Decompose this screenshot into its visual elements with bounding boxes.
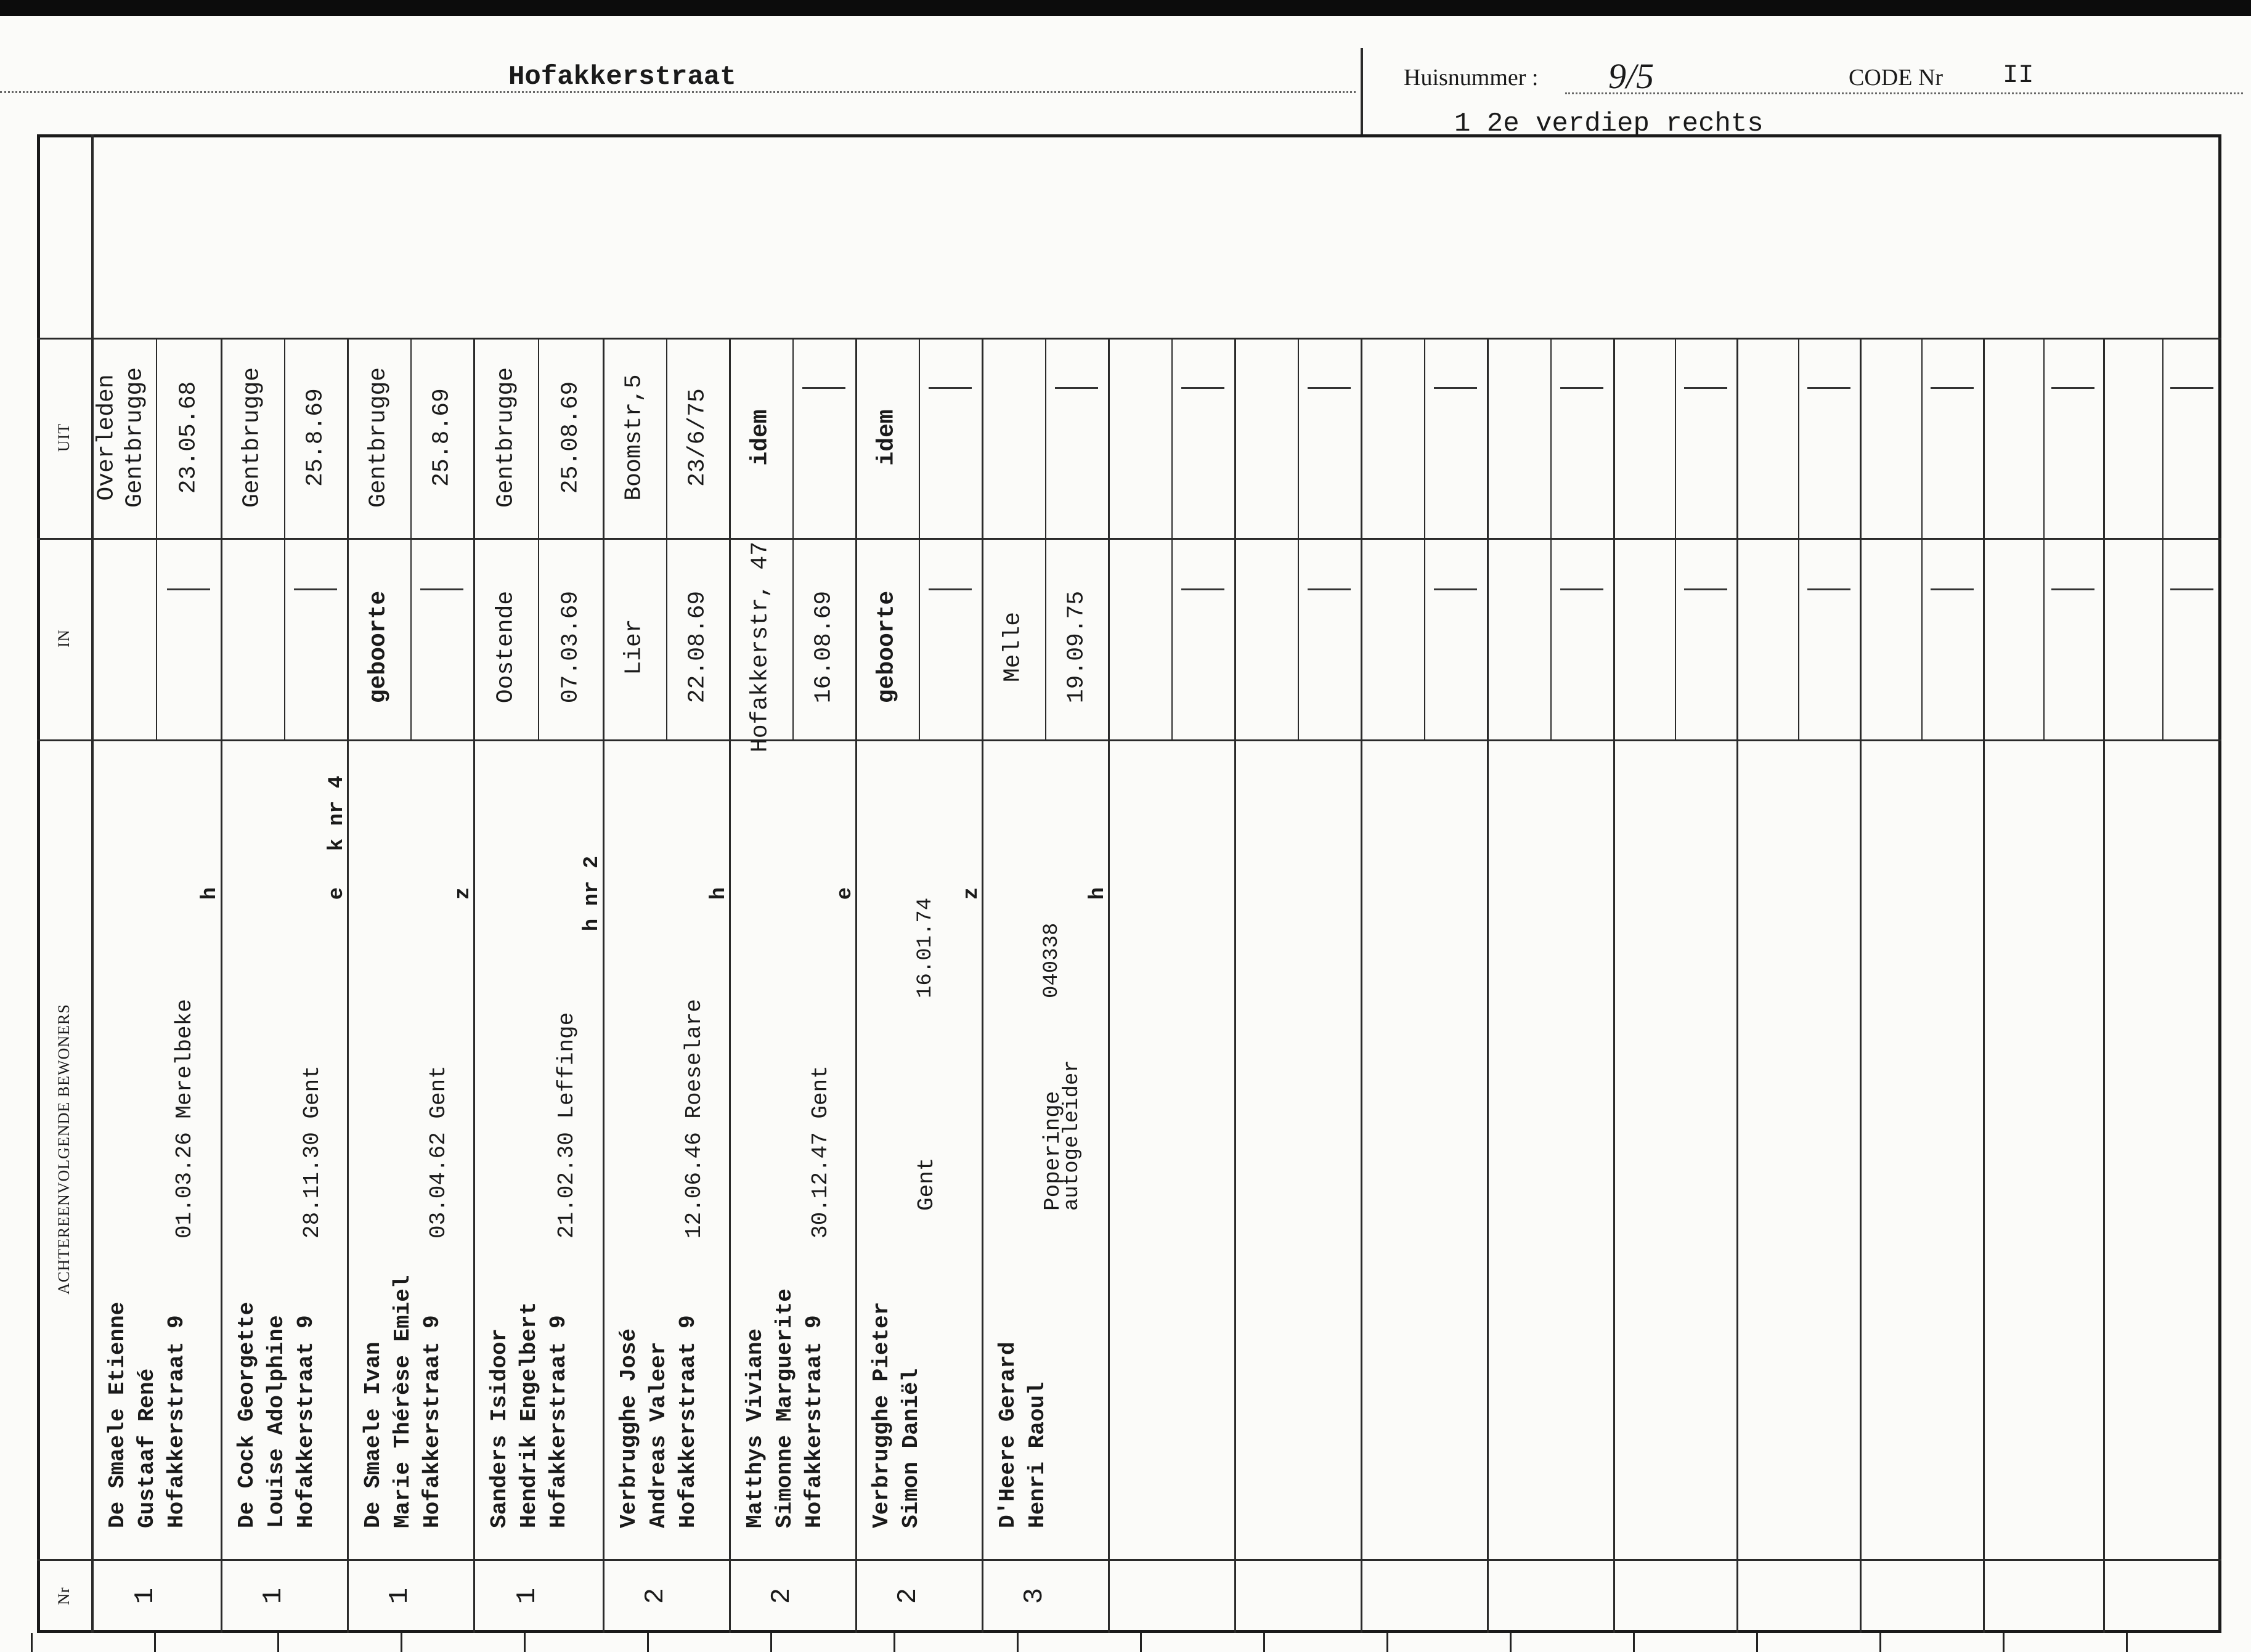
- column-line: [1361, 338, 1362, 1633]
- row-separator-out-in: [37, 538, 2221, 540]
- empty-dash: [1684, 588, 1727, 590]
- birth-info: 28.11.30 Gent: [299, 1065, 325, 1239]
- row-nr: 1: [130, 1587, 161, 1605]
- out-date: 25.8.69: [428, 388, 455, 487]
- resident-name: D'Heere Gerard: [995, 1341, 1020, 1528]
- bottom-tick: [1510, 1633, 1512, 1652]
- empty-dash: [1684, 387, 1727, 389]
- resident-given-names: Andreas Valeer: [646, 1341, 671, 1528]
- bottom-tick: [1263, 1633, 1265, 1652]
- sub-column-line: [1045, 338, 1046, 538]
- empty-dash: [1807, 387, 1850, 389]
- row-nr: 1: [512, 1587, 543, 1605]
- empty-dash: [929, 387, 972, 389]
- empty-dash: [1181, 588, 1224, 590]
- sub-column-line: [1921, 338, 1923, 538]
- annotation-extra: k nr 4: [325, 775, 349, 852]
- sub-column-line: [1424, 338, 1425, 538]
- column-line: [473, 338, 475, 1633]
- sub-column-line: [410, 538, 412, 739]
- annotation: h: [707, 887, 731, 900]
- empty-dash: [420, 588, 463, 590]
- column-line: [1108, 338, 1110, 1633]
- out-place: Gentbrugge: [365, 367, 392, 508]
- out-label: UIT: [55, 423, 73, 452]
- empty-dash: [1308, 387, 1351, 389]
- column-line: [1234, 338, 1236, 1633]
- street-dotted-line: [0, 91, 1356, 93]
- resident-address: Hofakkerstraat 9: [546, 1315, 571, 1528]
- empty-dash: [2051, 588, 2094, 590]
- resident-name: Matthys Viviane: [743, 1328, 768, 1528]
- in-place: geboorte: [365, 590, 392, 704]
- bottom-tick: [647, 1633, 649, 1652]
- row-separator-in-residents: [37, 739, 2221, 741]
- empty-dash: [1181, 387, 1224, 389]
- sub-column-line: [792, 338, 794, 538]
- annotation: z: [451, 887, 475, 900]
- in-place: Melle: [999, 611, 1027, 683]
- bottom-tick: [1386, 1633, 1388, 1652]
- sub-column-line: [1798, 538, 1799, 739]
- resident-given-names: Hendrik Engelbert: [516, 1301, 542, 1528]
- column-line: [1487, 338, 1489, 1633]
- birth-info-extra: 040338: [1040, 922, 1064, 998]
- column-line: [347, 338, 349, 1633]
- resident-address: Hofakkerstraat 9: [802, 1315, 827, 1528]
- sub-column-line: [2043, 538, 2045, 739]
- sub-column-line: [538, 338, 539, 538]
- bottom-tick: [1140, 1633, 1142, 1652]
- empty-dash: [1434, 387, 1477, 389]
- column-line: [1736, 338, 1738, 1633]
- column-line: [603, 338, 604, 1633]
- empty-dash: [802, 387, 845, 389]
- out-place: Boomstr,5: [621, 374, 648, 501]
- annotation: e: [833, 887, 857, 900]
- empty-dash: [1055, 387, 1098, 389]
- resident-name: Verbrugghe José: [616, 1328, 641, 1528]
- column-line: [1983, 338, 1985, 1633]
- header-divider: [1361, 48, 1363, 134]
- sub-column-line: [156, 538, 157, 739]
- empty-dash: [1308, 588, 1351, 590]
- resident-name: De Smaele Ivan: [360, 1341, 386, 1528]
- occupation: autogeleider: [1060, 1060, 1084, 1211]
- sub-column-line: [284, 538, 285, 739]
- empty-dash: [294, 588, 337, 590]
- out-place: Gentbrugge: [238, 367, 266, 508]
- birth-info-extra: 16.01.74: [913, 897, 937, 998]
- birth-info: Gent: [913, 1157, 939, 1211]
- sub-column-line: [1171, 538, 1173, 739]
- annotation: e: [325, 887, 349, 900]
- resident-given-names: Louise Adolphine: [264, 1315, 289, 1528]
- column-line: [2103, 338, 2105, 1633]
- row-nr: 2: [893, 1587, 924, 1605]
- empty-dash: [1807, 588, 1850, 590]
- column-line: [1860, 338, 1862, 1633]
- in-label: IN: [55, 629, 73, 648]
- out-place: idem: [747, 409, 774, 466]
- annotation: h: [198, 887, 222, 900]
- empty-dash: [2051, 387, 2094, 389]
- sub-column-line: [2043, 338, 2045, 538]
- resident-given-names: Marie Thérèse Emiel: [390, 1275, 415, 1528]
- street-name: Hofakkerstraat: [508, 62, 736, 92]
- birth-info: 03.04.62 Gent: [425, 1065, 451, 1239]
- out-place: idem: [873, 409, 900, 466]
- in-date: 07.03.69: [557, 590, 584, 704]
- out-date: 25.08.69: [557, 381, 584, 494]
- bottom-tick: [524, 1633, 526, 1652]
- empty-dash: [929, 588, 972, 590]
- empty-dash: [2170, 387, 2213, 389]
- resident-given-names: Henri Raoul: [1025, 1381, 1050, 1528]
- sub-column-line: [1298, 538, 1299, 739]
- sub-column-line: [919, 338, 920, 538]
- code-value: II: [2003, 60, 2034, 90]
- sub-column-line: [792, 538, 794, 739]
- sub-column-line: [919, 538, 920, 739]
- sub-column-line: [538, 538, 539, 739]
- sub-column-line: [1798, 338, 1799, 538]
- resident-given-names: Gustaaf René: [134, 1368, 160, 1528]
- in-place: Oostende: [492, 590, 519, 704]
- nr-label: Nr: [55, 1587, 73, 1605]
- bottom-tick: [1756, 1633, 1758, 1652]
- sub-column-line: [1675, 338, 1676, 538]
- in-place: Lier: [621, 619, 648, 675]
- birth-info: 12.06.46 Roeselare: [681, 999, 707, 1239]
- bottom-tick: [277, 1633, 279, 1652]
- empty-dash: [2170, 588, 2213, 590]
- sub-column-line: [2162, 338, 2163, 538]
- resident-name: De Cock Georgette: [234, 1301, 259, 1528]
- empty-dash: [1560, 387, 1603, 389]
- sub-column-line: [1675, 538, 1676, 739]
- bottom-tick: [31, 1633, 33, 1652]
- row-nr: 1: [258, 1587, 290, 1605]
- bottom-tick: [401, 1633, 402, 1652]
- in-date: 16.08.69: [810, 590, 837, 704]
- resident-name: De Smaele Etienne: [105, 1301, 130, 1528]
- row-nr: 1: [385, 1587, 416, 1605]
- birth-info: 30.12.47 Gent: [807, 1065, 833, 1239]
- bottom-tick: [893, 1633, 895, 1652]
- bottom-tick: [1017, 1633, 1019, 1652]
- in-date: 19.09.75: [1063, 590, 1090, 704]
- birth-info: Poperinge: [1040, 1091, 1065, 1211]
- sub-column-line: [666, 538, 667, 739]
- out-place: Gentbrugge: [492, 367, 519, 508]
- sub-column-line: [284, 338, 285, 538]
- resident-address: Hofakkerstraat 9: [164, 1315, 189, 1528]
- empty-dash: [167, 588, 210, 590]
- sub-column-line: [1424, 538, 1425, 739]
- sub-column-line: [666, 338, 667, 538]
- column-line: [221, 338, 222, 1633]
- sub-column-line: [1550, 538, 1552, 739]
- column-line: [982, 338, 983, 1633]
- column-line: [855, 338, 857, 1633]
- resident-address: Hofakkerstraat 9: [293, 1315, 319, 1528]
- empty-dash: [1560, 588, 1603, 590]
- code-label: CODE Nr: [1849, 65, 1944, 91]
- out-date: 23/6/75: [684, 388, 711, 487]
- in-place: Hofakkerstr, 47: [747, 541, 774, 753]
- annotation: z: [959, 887, 983, 900]
- bottom-tick: [770, 1633, 772, 1652]
- resident-name: Sanders Isidoor: [487, 1328, 512, 1528]
- residents-label: ACHTEREENVOLGENDE BEWONERS: [55, 1004, 73, 1295]
- out-date: 23.05.68: [175, 381, 201, 494]
- house-dotted-line: [1565, 92, 2243, 94]
- birth-info: 21.02.30 Leffinge: [554, 1012, 580, 1239]
- annotation: h nr 2: [580, 855, 604, 932]
- resident-given-names: Simon Daniël: [898, 1368, 924, 1528]
- annotation: h: [1086, 887, 1110, 900]
- empty-dash: [1931, 387, 1974, 389]
- label-column-divider: [91, 134, 94, 1633]
- top-border: [0, 0, 2251, 16]
- row-nr: 2: [767, 1587, 798, 1605]
- sub-column-line: [1921, 538, 1923, 739]
- bottom-tick: [1633, 1633, 1635, 1652]
- house-number-value: 9/5: [1608, 56, 1655, 96]
- row-nr: 3: [1019, 1587, 1051, 1605]
- row-nr: 2: [640, 1587, 672, 1605]
- in-date: 22.08.69: [684, 590, 711, 704]
- sub-column-line: [2162, 538, 2163, 739]
- resident-name: Verbrugghe Pieter: [869, 1301, 894, 1528]
- empty-dash: [1931, 588, 1974, 590]
- sub-column-line: [1550, 338, 1552, 538]
- out-place: Overleden: [93, 374, 120, 501]
- column-line: [1613, 338, 1615, 1633]
- out-place-extra: Gentbrugge: [121, 367, 149, 508]
- sub-column-line: [1298, 338, 1299, 538]
- bottom-tick: [2003, 1633, 2005, 1652]
- house-number-label: Huisnummer :: [1404, 65, 1539, 91]
- bottom-tick: [154, 1633, 156, 1652]
- sub-column-line: [1171, 338, 1173, 538]
- out-date: 25.8.69: [302, 388, 329, 487]
- row-separator-nr: [37, 1559, 2221, 1561]
- resident-address: Hofakkerstraat 9: [675, 1315, 701, 1528]
- row-separator-top: [37, 338, 2221, 340]
- sub-column-line: [410, 338, 412, 538]
- empty-dash: [1434, 588, 1477, 590]
- floor-text: 1 2e verdiep rechts: [1454, 108, 1764, 139]
- in-place: geboorte: [873, 590, 900, 704]
- bottom-tick: [2126, 1633, 2128, 1652]
- column-line: [729, 338, 731, 1633]
- sub-column-line: [156, 338, 157, 538]
- sub-column-line: [1045, 538, 1046, 739]
- resident-address: Hofakkerstraat 9: [420, 1315, 445, 1528]
- birth-info: 01.03.26 Merelbeke: [172, 999, 198, 1239]
- resident-given-names: Simonne Marguerite: [772, 1288, 797, 1528]
- bottom-tick: [1879, 1633, 1881, 1652]
